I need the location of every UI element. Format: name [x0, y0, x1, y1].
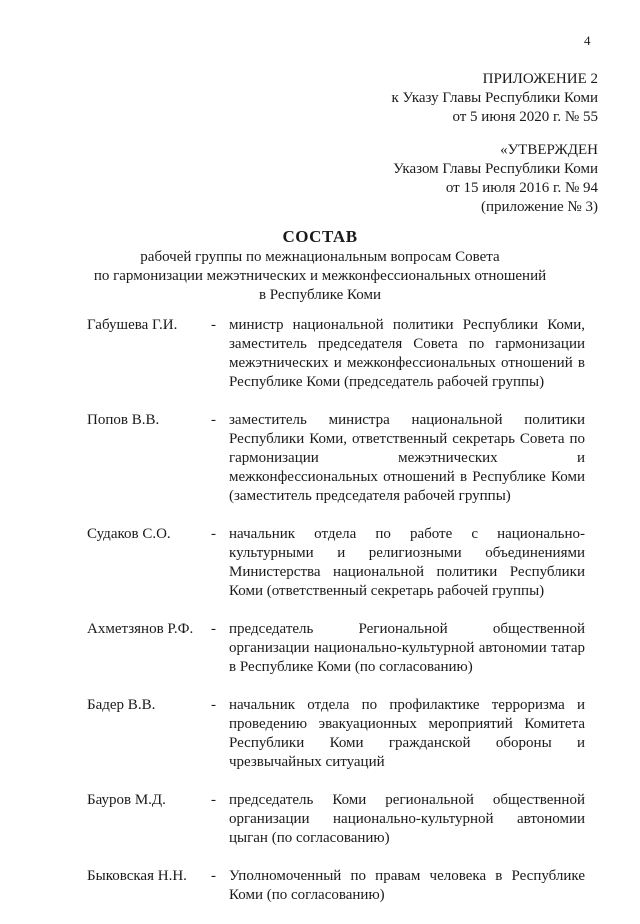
document-subtitle-line: по гармонизации межэтнических и межконфессиональных отношений: [93, 268, 547, 284]
document-heading: [0, 226, 640, 305]
appendix-line: к Указу Главы Республики Коми: [391, 90, 598, 106]
member-row: [0, 791, 640, 848]
member-name: Быковская Н.Н.: [87, 868, 187, 884]
member-row: [0, 620, 640, 677]
member-dash: -: [211, 868, 216, 884]
approved-line: «УТВЕРЖДЕН: [500, 142, 598, 158]
member-name: Бадер В.В.: [87, 697, 156, 713]
member-dash: -: [211, 526, 216, 542]
appendix-header: [391, 70, 598, 127]
member-dash: -: [211, 412, 216, 428]
member-row: [0, 867, 640, 905]
member-row: [0, 525, 640, 601]
members-list: [0, 316, 640, 924]
page-number: 4: [584, 33, 591, 48]
member-description: министр национальной политики Республики Коми, заместитель председателя Совета по гармонизации межэтнических и межконфессиональных отношений в Республике Коми (председатель рабочей группы): [229, 317, 585, 390]
member-name: Попов В.В.: [87, 412, 160, 428]
member-dash: -: [211, 317, 216, 333]
approved-line: от 15 июля 2016 г. № 94: [445, 180, 598, 196]
member-description: начальник отдела по работе с национально-культурными и религиозными объединениями Министерства национальной политики Республики Коми (ответственный секретарь рабочей группы): [229, 526, 585, 599]
member-row: [0, 696, 640, 772]
member-name: Ахметзянов Р.Ф.: [87, 621, 194, 637]
appendix-line: от 5 июня 2020 г. № 55: [452, 109, 598, 125]
member-name: Габушева Г.И.: [87, 317, 178, 333]
member-dash: -: [211, 621, 216, 637]
appendix-line: ПРИЛОЖЕНИЕ 2: [482, 71, 598, 87]
member-name: Бауров М.Д.: [87, 792, 166, 808]
document-title: СОСТАВ: [282, 227, 358, 246]
member-description: Уполномоченный по правам человека в Республике Коми (по согласованию): [229, 868, 585, 903]
member-dash: -: [211, 697, 216, 713]
document-subtitle-line: рабочей группы по межнациональным вопросам Совета: [140, 249, 500, 265]
member-dash: -: [211, 792, 216, 808]
member-description: председатель Коми региональной общественной организации национально-культурной автономии цыган (по согласованию): [229, 792, 585, 846]
document-subtitle-line: в Республике Коми: [258, 287, 382, 303]
approved-line: (приложение № 3): [480, 199, 598, 215]
member-row: [0, 316, 640, 392]
approved-header: [393, 141, 598, 217]
member-description: заместитель министра национальной политики Республики Коми, ответственный секретарь Совета по гармонизации межэтнических и межконфессиональных отношений в Республике Коми (заместитель председателя рабочей группы): [229, 412, 585, 504]
member-description: председатель Региональной общественной организации национально-культурной автономии татар в Республике Коми (по согласованию): [229, 621, 585, 675]
approved-line: Указом Главы Республики Коми: [393, 161, 598, 177]
member-row: [0, 411, 640, 506]
member-name: Судаков С.О.: [87, 526, 171, 542]
member-description: начальник отдела по профилактике терроризма и проведению эвакуационных мероприятий Комитета Республики Коми гражданской обороны и чрезвычайных ситуаций: [229, 697, 585, 770]
